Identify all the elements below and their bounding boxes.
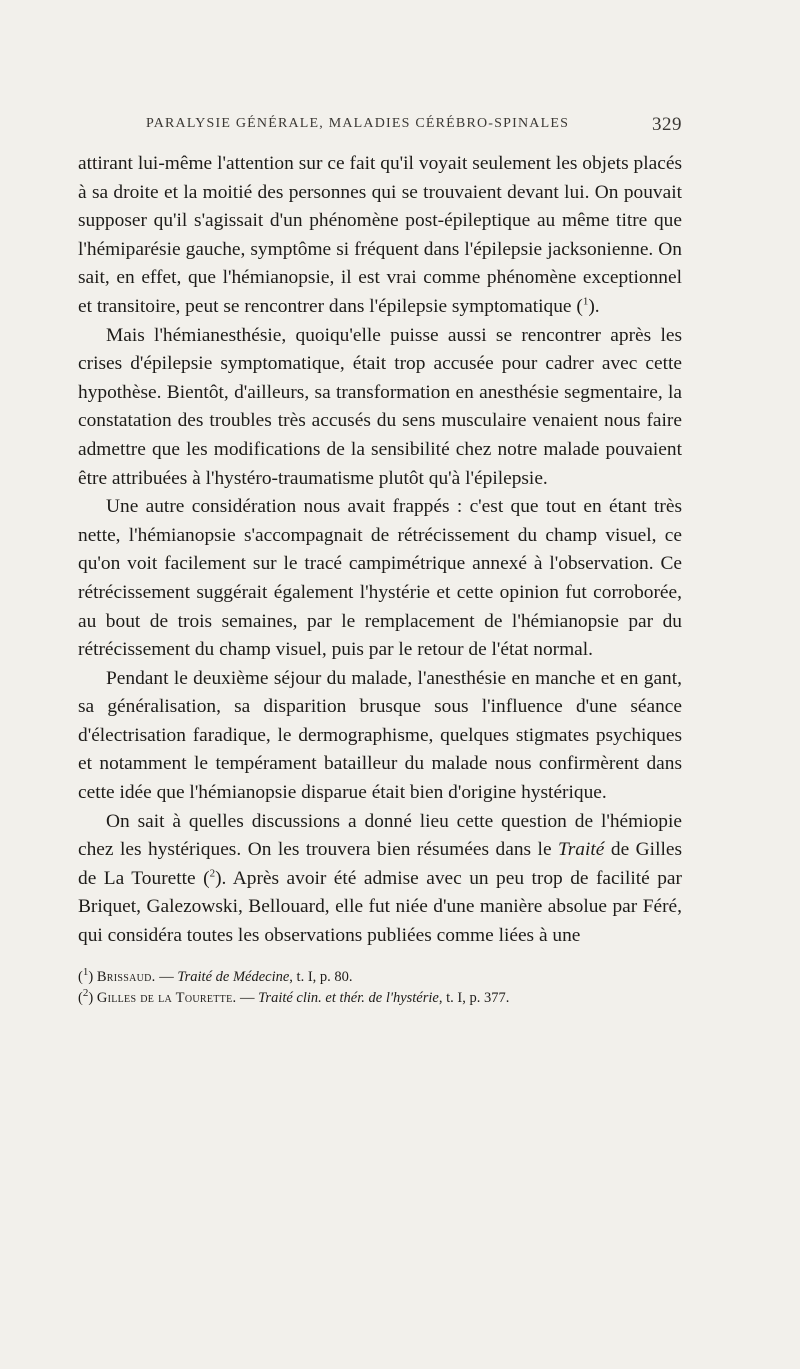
- footnotes: [78, 967, 682, 1009]
- footnote-ref-2: 2: [209, 867, 216, 880]
- paragraph-1: [78, 150, 682, 322]
- paragraph-5-text: On sait à quelles discussions a donné lieu cette question de l'hémiopie chez les hystériques. On les trouvera bien résumées dans le: [78, 810, 682, 861]
- page-number: 329: [652, 114, 682, 135]
- footnote-dash: —: [155, 968, 178, 985]
- footnote-citation: , t. I, p. 80.: [289, 968, 353, 985]
- paragraph-5-italic: Traité: [558, 839, 605, 861]
- paragraph-2: Mais l'hémianesthésie, quoiqu'elle puisse aussi se rencontrer après les crises d'épilepsie symptomatique, était trop accusée pour cadrer avec cette hypothèse. Bientôt, d'ailleurs, sa transformation en anesthésie segmentaire, la constatation des troubles très accusés du sens musculaire venaient nous faire admettre que les modifications de la sensibilité chez notre malade pouvaient être attribuées à l'hystéro-traumatisme plutôt qu'à l'épilepsie.: [78, 324, 682, 489]
- footnote-2: ($^2$) Gilles de la Tourette. — Traité clin. et thér. de l'hystérie, t. I, p. 377.: [78, 986, 510, 1006]
- paragraph-3: Une autre considération nous avait frappés : c'est que tout en étant très nette, l'hémianopsie s'accompagnait de rétrécissement du champ visuel, ce qu'on voit facilement sur le tracé campimétrique annexé à l'observation. Ce rétrécissement suggérait également l'hystérie et cette opinion fut corroborée, au bout de trois semaines, par le remplacement de l'hémianopsie par du rétrécissement du champ visuel, puis par le retour de l'état normal.: [78, 496, 682, 661]
- paragraph-5-text-3: ). Après avoir été admise avec un peu trop de facilité par Briquet, Galezowski, Bellouard, elle fut niée d'une manière absolue par Féré, qui considéra toutes les observations publiées comme liées à une: [78, 867, 682, 947]
- footnote-1: ($^1$) Brissaud. — Traité de Médecine, t. I, p. 80.: [78, 965, 353, 985]
- footnote-marker: 1: [82, 965, 89, 978]
- footnote-author: Brissaud.: [96, 968, 156, 985]
- footnote-ref-1: 1: [582, 295, 589, 308]
- paragraph-4: Pendant le deuxième séjour du malade, l'anesthésie en manche et en gant, sa généralisation, sa disparition brusque sous l'influence d'une séance d'électrisation faradique, le dermographisme, quelques stigmates psychiques et notamment le tempérament batailleur du malade nous confirmèrent dans cette idée que l'hémianopsie disparue était bien d'origine hystérique.: [78, 667, 682, 804]
- footnote-dash: —: [236, 989, 259, 1006]
- running-head-title: PARALYSIE GÉNÉRALE, MALADIES CÉRÉBRO-SPINALES: [146, 116, 570, 131]
- running-head: [146, 114, 682, 138]
- paragraph-1-end: ).: [588, 295, 600, 317]
- book-page: [78, 114, 682, 1009]
- footnote-work-title: Traité clin. et thér. de l'hystérie: [258, 989, 439, 1006]
- paragraph-5-text-2: de Gilles de La Tourette (: [78, 839, 682, 889]
- footnote-author: Gilles de la Tourette.: [96, 989, 237, 1006]
- body-text: [78, 150, 682, 951]
- paragraph-1-text: attirant lui-même l'attention sur ce fait qu'il voyait seulement les objets placés à sa droite et la moitié des personnes qui se trouvaient devant lui. On pouvait supposer qu'il s'agissait d'un phénomène post-épileptique au même titre que l'hémiparésie gauche, symptôme si fréquent dans l'épilepsie jacksonienne. On sait, en effet, que l'hémianopsie, il est vrai comme phénomène exceptionnel et transitoire, peut se rencontrer dans l'épilepsie symptomatique (: [78, 153, 682, 317]
- footnote-marker: 2: [82, 986, 89, 999]
- paragraph-5: [78, 808, 682, 951]
- footnote-citation: , t. I, p. 377.: [438, 989, 510, 1006]
- footnote-work-title: Traité de Médecine: [177, 968, 290, 985]
